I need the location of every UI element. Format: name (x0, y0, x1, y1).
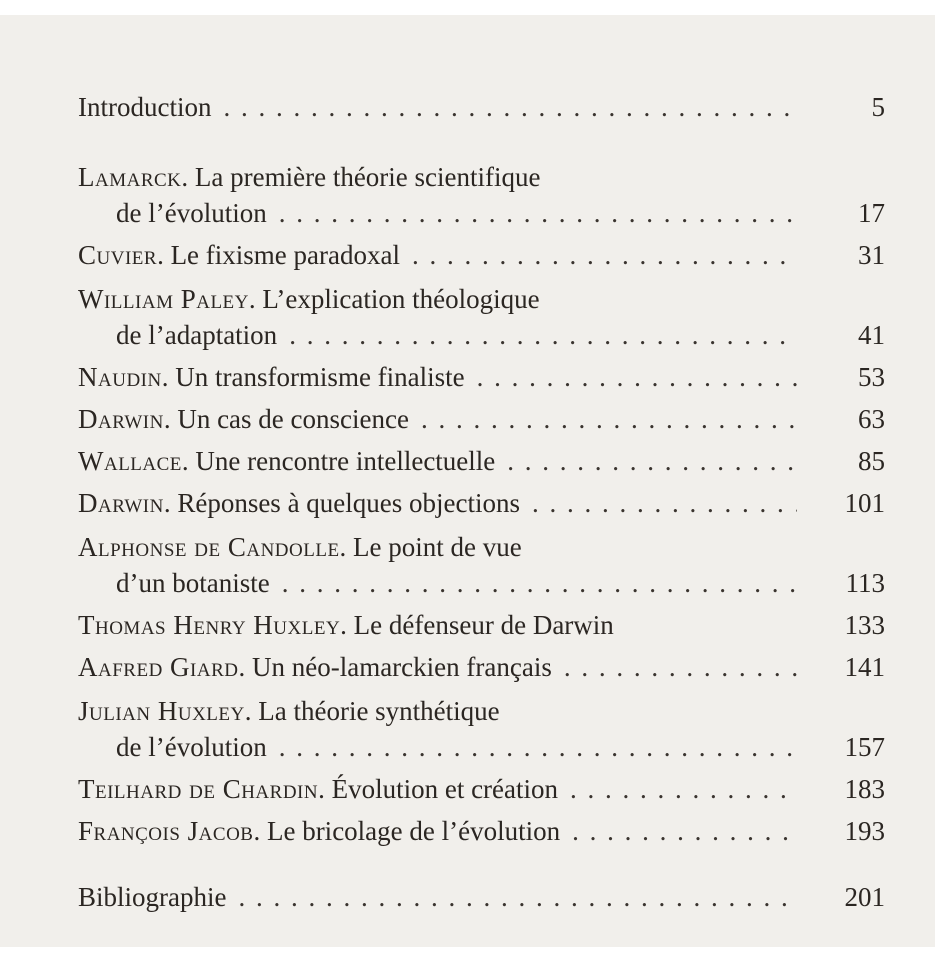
toc-entry-cuvier (78, 238, 885, 272)
toc-author: Naudin (78, 362, 162, 392)
toc-entry-naudin (78, 360, 885, 394)
toc-page-number: 141 (844, 652, 885, 682)
toc-title: . Un transformisme finaliste (161, 362, 465, 392)
toc-title: . La première théorie scientifique (181, 162, 541, 192)
toc-title: . L’explication théologique (248, 284, 540, 314)
toc-title: . Évolution et création (318, 774, 559, 804)
toc-author: François Jacob (78, 816, 254, 846)
toc-page-number: 183 (844, 774, 885, 804)
toc-title: . Un néo-lamarckien français (238, 652, 552, 682)
toc-entry-jacob (78, 814, 885, 848)
toc-entry-wallace (78, 444, 885, 478)
toc-entry-darwin-1 (78, 402, 885, 436)
toc-author: Darwin (78, 488, 164, 518)
toc-title-continued: de l’adaptation (116, 320, 278, 350)
toc-page-number: 113 (845, 568, 885, 598)
toc-label: Bibliographie (78, 882, 227, 912)
toc-entry-j-huxley (78, 694, 885, 728)
toc-label: Introduction (78, 92, 212, 122)
toc-entry-paley (78, 282, 885, 316)
dot-leader (217, 90, 797, 124)
dot-leader (566, 814, 797, 848)
toc-author: Julian Huxley (78, 696, 245, 726)
toc-author: Lamarck (78, 162, 182, 192)
toc-entry-th-huxley (78, 608, 885, 642)
toc-page-number: 5 (871, 92, 885, 122)
toc-entry-lamarck-cont (116, 196, 885, 230)
toc-title-continued: de l’évolution (116, 732, 267, 762)
toc-title: . Le point de vue (339, 532, 522, 562)
dot-leader (415, 402, 797, 436)
dot-leader (558, 650, 797, 684)
toc-title: . Une rencontre intellectuelle (181, 446, 496, 476)
dot-leader (406, 238, 797, 272)
dot-leader (273, 196, 797, 230)
toc-author: Wallace (78, 446, 182, 476)
toc-author: Aafred Giard (78, 652, 239, 682)
toc-author: Thomas Henry Huxley (78, 610, 341, 640)
toc-page-number: 63 (858, 404, 885, 434)
toc-entry-paley-cont (116, 318, 885, 352)
toc-page-number: 201 (844, 882, 885, 912)
toc-bibliography (78, 880, 885, 914)
toc-entry-giard (78, 650, 885, 684)
dot-leader (526, 486, 797, 520)
toc-author: Teilhard de Chardin (78, 774, 319, 804)
toc-page-number: 85 (858, 446, 885, 476)
toc-title-continued: de l’évolution (116, 198, 267, 228)
toc-title: . Réponses à quelques objections (163, 488, 521, 518)
dot-leader (501, 444, 797, 478)
toc-page-number: 101 (844, 488, 885, 518)
toc-author: Alphonse de Candolle (78, 532, 340, 562)
dot-leader (232, 880, 797, 914)
dot-leader (471, 360, 797, 394)
book-page (0, 15, 935, 947)
toc-title: . Un cas de conscience (163, 404, 409, 434)
toc-title: . Le fixisme paradoxal (157, 240, 400, 270)
toc-page-number: 41 (858, 320, 885, 350)
toc-title: . Le défenseur de Darwin (340, 610, 614, 640)
dot-leader (283, 318, 797, 352)
toc-page-number: 157 (844, 732, 885, 762)
dot-leader (273, 730, 797, 764)
toc-entry-j-huxley-cont (116, 730, 885, 764)
toc-author: William Paley (78, 284, 249, 314)
dot-leader (276, 566, 797, 600)
toc-author: Cuvier (78, 240, 158, 270)
toc-title: . La théorie synthétique (244, 696, 500, 726)
toc-page-number: 31 (858, 240, 885, 270)
toc-introduction (78, 90, 885, 124)
toc-title: . Le bricolage de l’évolution (253, 816, 561, 846)
toc-title-continued: d’un botaniste (116, 568, 270, 598)
toc-page-number: 17 (858, 198, 885, 228)
toc-page-number: 53 (858, 362, 885, 392)
toc-entry-candolle-cont (116, 566, 885, 600)
toc-entry-candolle (78, 530, 885, 564)
toc-page-number: 133 (844, 610, 885, 640)
toc-page-number: 193 (844, 816, 885, 846)
toc-entry-lamarck (78, 160, 885, 194)
toc-entry-teilhard (78, 772, 885, 806)
toc-entry-darwin-2 (78, 486, 885, 520)
dot-leader (564, 772, 797, 806)
toc-author: Darwin (78, 404, 164, 434)
